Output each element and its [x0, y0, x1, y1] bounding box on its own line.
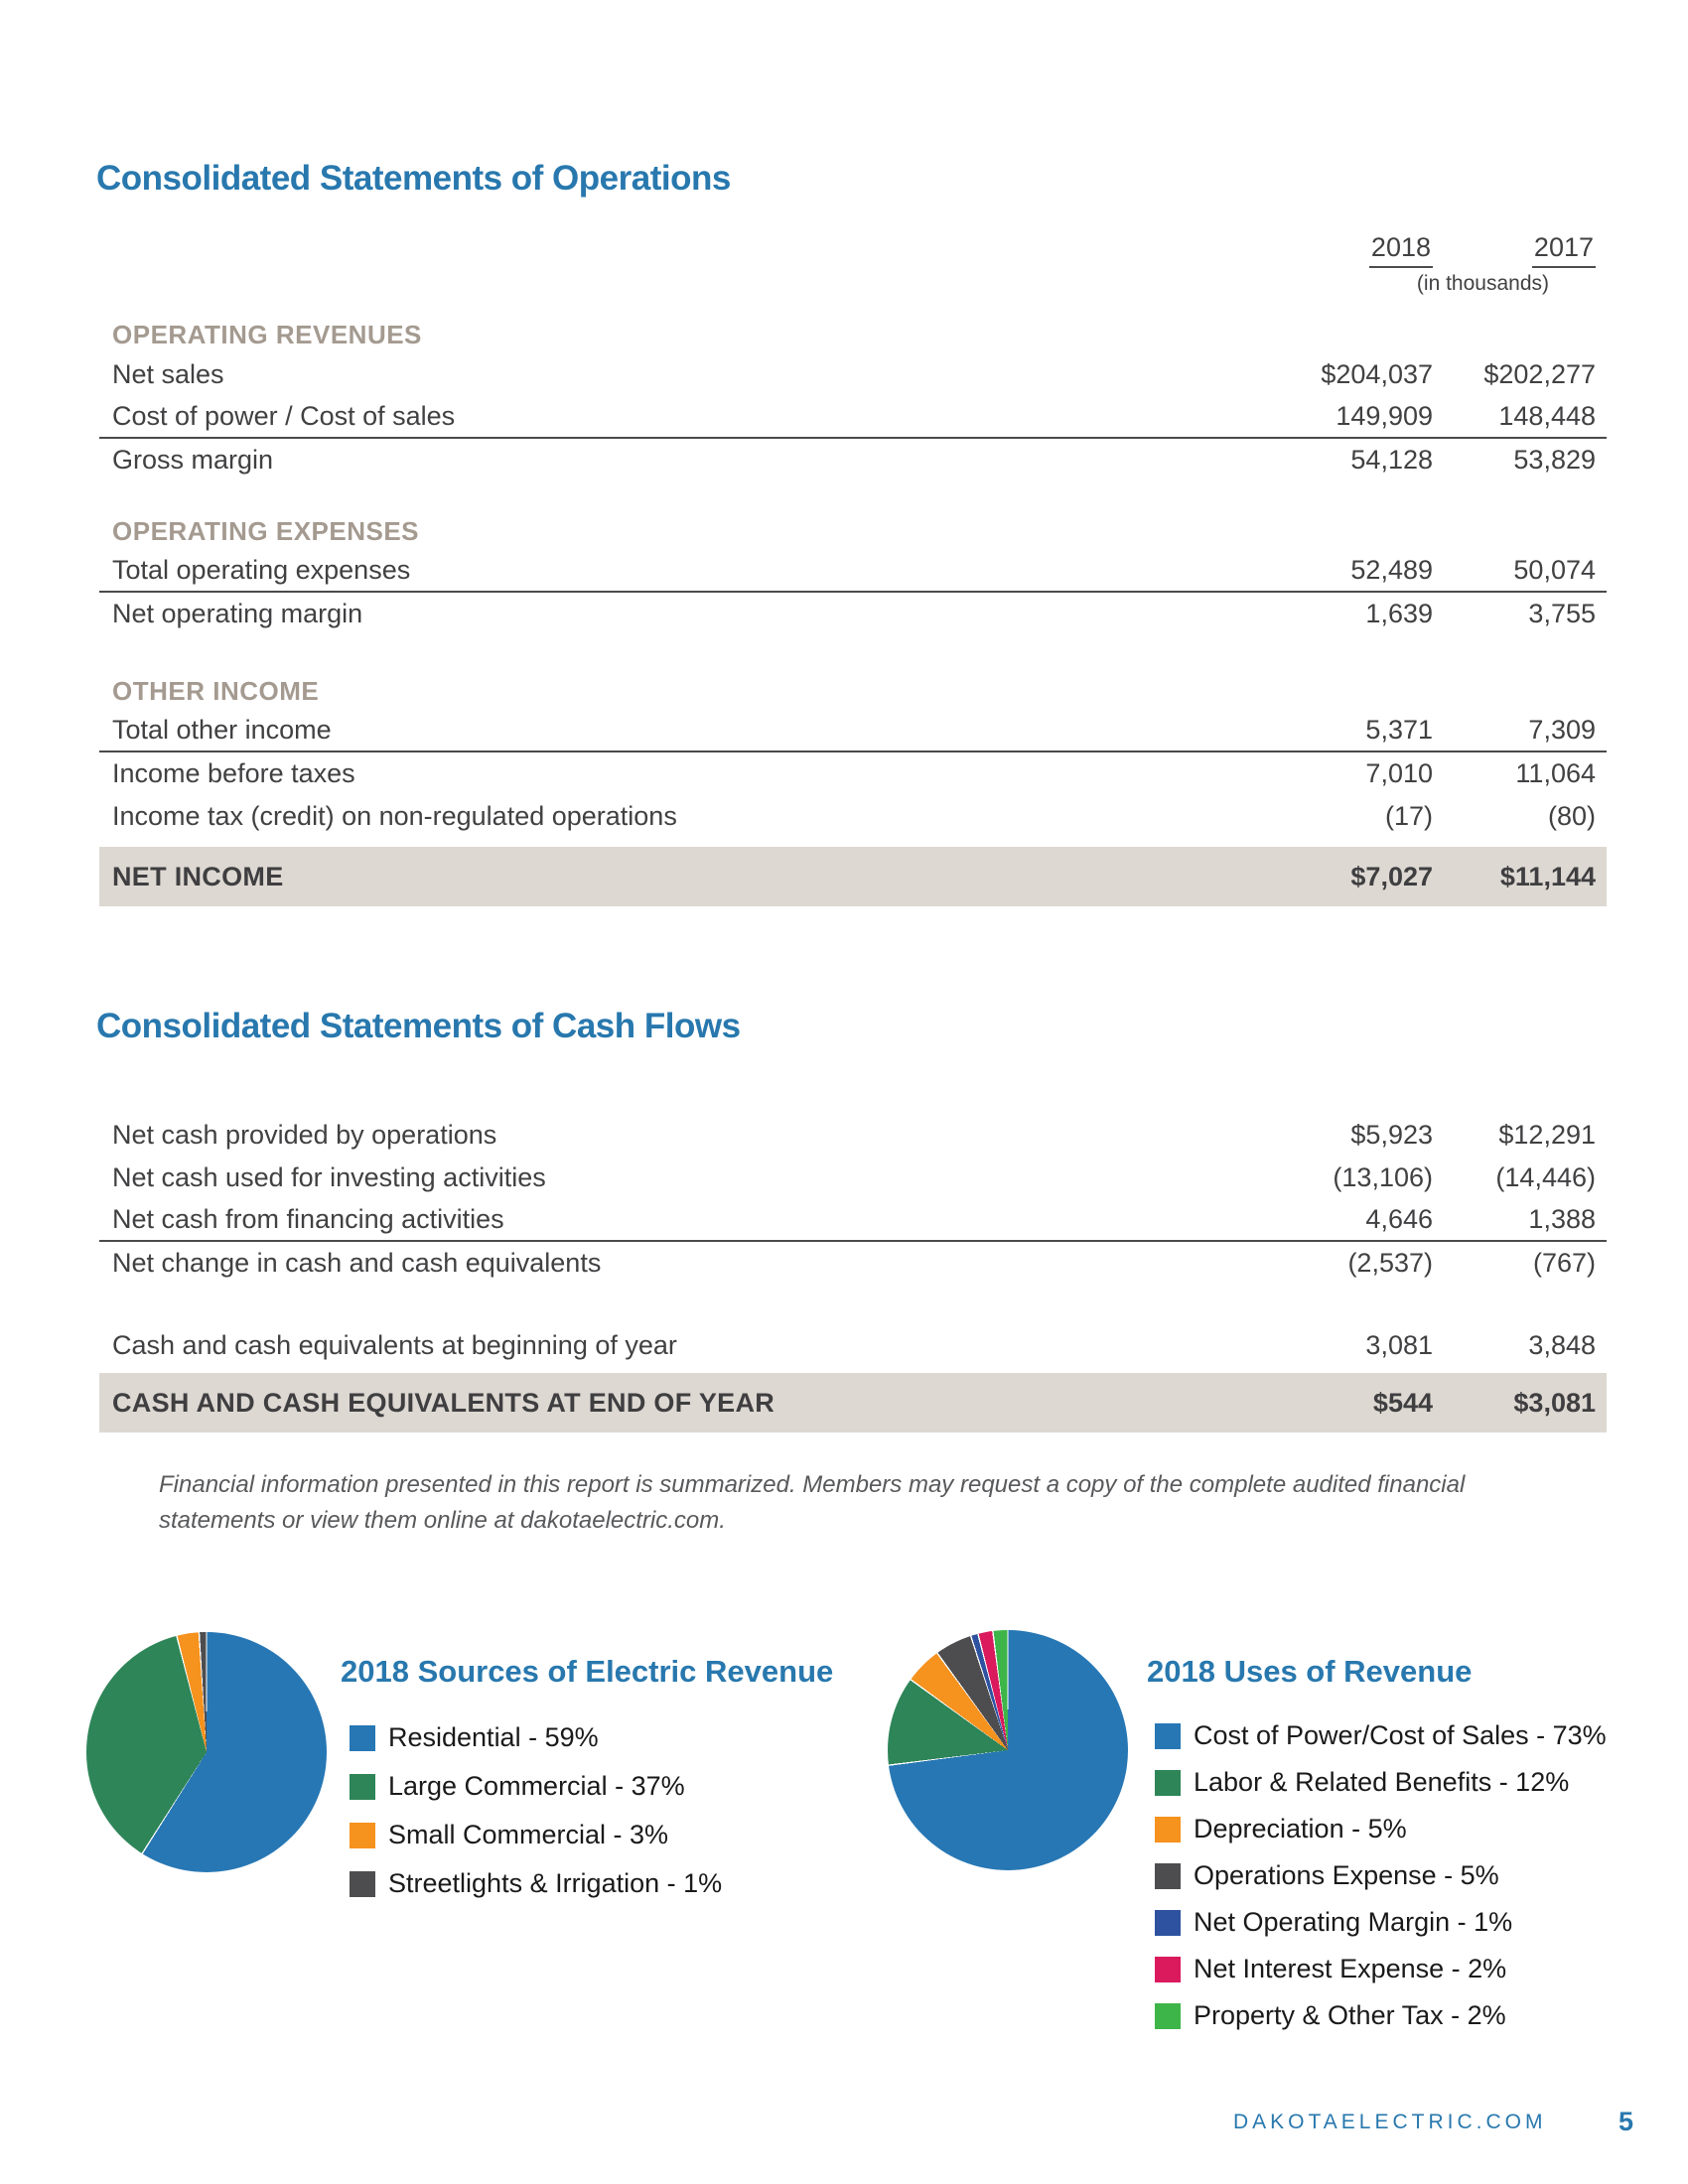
total-label: CASH AND CASH EQUIVALENTS AT END OF YEAR	[112, 1387, 775, 1418]
total-label: NET INCOME	[112, 861, 284, 891]
uses-chart-title: 2018 Uses of Revenue	[1147, 1654, 1473, 1689]
row-value-2017: 50,074	[1513, 555, 1596, 585]
row-value-2018: 54,128	[1350, 445, 1433, 475]
legend-swatch	[1155, 2003, 1181, 2029]
legend-swatch	[350, 1725, 375, 1751]
legend-label: Residential - 59%	[388, 1722, 599, 1752]
row-value-2017: 3,848	[1528, 1330, 1596, 1360]
uses-chart-legend	[1155, 1712, 1607, 2039]
row-label: Income before taxes	[112, 758, 355, 788]
legend-swatch	[350, 1774, 375, 1800]
row-label: Net sales	[112, 359, 224, 389]
row-value-2018: $5,923	[1350, 1120, 1433, 1150]
legend-swatch	[1155, 1957, 1181, 1982]
page-number: 5	[1618, 2107, 1634, 2136]
operations-rows	[99, 316, 1607, 838]
row-label: Gross margin	[112, 445, 274, 475]
year-column-2018: 2018	[1284, 232, 1433, 268]
row-label: Net cash from financing activities	[112, 1204, 504, 1234]
legend-label: Depreciation - 5%	[1194, 1814, 1407, 1843]
table-row	[99, 1157, 1607, 1199]
row-label: Total operating expenses	[112, 555, 411, 585]
units-note: (in thousands)	[1416, 272, 1549, 295]
operations-table	[99, 228, 1607, 906]
cash-flows-title: Consolidated Statements of Cash Flows	[96, 1007, 741, 1045]
row-value-2018: 5,371	[1365, 715, 1433, 745]
total-value-2018: $7,027	[1350, 861, 1433, 891]
row-value-2018: $204,037	[1321, 359, 1433, 389]
legend-item	[1155, 1852, 1607, 1899]
row-value-2017: 1,388	[1528, 1204, 1596, 1234]
row-value-2018: 7,010	[1365, 758, 1433, 788]
legend-item	[1155, 1712, 1607, 1759]
legend-item	[1155, 1899, 1607, 1946]
row-value-2018: 4,646	[1365, 1204, 1433, 1234]
legend-item	[1155, 1806, 1607, 1852]
legend-label: Streetlights & Irrigation - 1%	[388, 1868, 723, 1898]
year-column-2017: 2017	[1433, 232, 1596, 268]
legend-item	[350, 1762, 722, 1811]
row-label: Cost of power / Cost of sales	[112, 401, 456, 431]
table-row	[99, 1114, 1607, 1157]
cash-flows-table	[99, 1114, 1607, 1433]
row-value-2017: 148,448	[1498, 401, 1596, 431]
legend-swatch	[1155, 1863, 1181, 1889]
row-value-2018: (13,106)	[1333, 1162, 1433, 1192]
row-label: Net cash used for investing activities	[112, 1162, 546, 1192]
legend-label: Operations Expense - 5%	[1194, 1860, 1499, 1890]
table-row	[99, 353, 1607, 396]
row-value-2017: 53,829	[1513, 445, 1596, 475]
row-value-2018: 149,909	[1336, 401, 1433, 431]
table-row	[99, 1199, 1607, 1242]
legend-item	[350, 1811, 722, 1859]
row-label: Net operating margin	[112, 599, 363, 628]
section-header: OTHER INCOME	[112, 675, 320, 706]
legend-item	[1155, 1946, 1607, 1992]
legend-swatch	[1155, 1910, 1181, 1936]
legend-item	[350, 1859, 722, 1908]
row-value-2017: $202,277	[1483, 359, 1596, 389]
row-value-2017: 3,755	[1528, 599, 1596, 628]
row-label: Net change in cash and cash equivalents	[112, 1248, 602, 1278]
cash-end-of-year-row	[99, 1373, 1607, 1433]
row-value-2018: (17)	[1384, 801, 1433, 831]
table-row	[99, 593, 1607, 635]
sources-of-revenue-pie-chart	[86, 1632, 327, 1872]
row-value-2018: (2,537)	[1347, 1248, 1433, 1278]
sources-chart-legend	[350, 1713, 722, 1908]
table-row	[99, 752, 1607, 795]
row-label: Cash and cash equivalents at beginning of year	[112, 1330, 677, 1360]
row-label: Net cash provided by operations	[112, 1120, 497, 1150]
row-value-2017: 11,064	[1515, 758, 1596, 788]
row-value-2017: 7,309	[1528, 715, 1596, 745]
total-value-2017: $11,144	[1499, 861, 1596, 891]
legend-swatch	[1155, 1817, 1181, 1843]
legend-label: Net Interest Expense - 2%	[1194, 1954, 1507, 1983]
row-value-2017: (767)	[1532, 1248, 1596, 1278]
table-section	[99, 316, 1607, 481]
legend-swatch	[1155, 1723, 1181, 1749]
row-value-2017: (80)	[1547, 801, 1596, 831]
legend-label: Net Operating Margin - 1%	[1194, 1907, 1513, 1937]
legend-swatch	[350, 1823, 375, 1848]
row-value-2018: 52,489	[1350, 555, 1433, 585]
section-header: OPERATING EXPENSES	[112, 515, 420, 546]
row-value-2017: $12,291	[1498, 1120, 1596, 1150]
legend-label: Cost of Power/Cost of Sales - 73%	[1194, 1720, 1607, 1750]
table-section	[99, 512, 1607, 635]
table-section	[99, 672, 1607, 838]
legend-item	[350, 1713, 722, 1762]
legend-swatch	[350, 1871, 375, 1897]
total-value-2018: $544	[1372, 1387, 1433, 1418]
legend-label: Property & Other Tax - 2%	[1194, 2000, 1506, 2030]
legend-label: Small Commercial - 3%	[388, 1820, 669, 1849]
legend-swatch	[1155, 1770, 1181, 1796]
row-label: Income tax (credit) on non-regulated operations	[112, 801, 677, 831]
legend-item	[1155, 1992, 1607, 2039]
row-value-2018: 1,639	[1365, 599, 1433, 628]
summary-note: Financial information presented in this report is summarized. Members may request a copy of the complete audited financial statements or view them online at dakotaelectric.com.	[159, 1471, 1466, 1534]
legend-label: Large Commercial - 37%	[388, 1771, 685, 1801]
total-value-2017: $3,081	[1513, 1387, 1596, 1418]
table-row	[99, 550, 1607, 593]
footer-website: DAKOTAELECTRIC.COM	[1233, 2111, 1547, 2133]
row-value-2017: (14,446)	[1495, 1162, 1596, 1192]
uses-of-revenue-pie-chart	[888, 1630, 1128, 1870]
table-row	[99, 795, 1607, 838]
table-row	[99, 396, 1607, 439]
table-row	[99, 1324, 1607, 1367]
legend-label: Labor & Related Benefits - 12%	[1194, 1767, 1570, 1797]
net-income-row	[99, 847, 1607, 906]
row-value-2018: 3,081	[1365, 1330, 1433, 1360]
table-row	[99, 710, 1607, 752]
year-header-row	[99, 228, 1607, 268]
cash-flows-rows	[99, 1114, 1607, 1367]
row-label: Total other income	[112, 715, 332, 745]
sources-chart-title: 2018 Sources of Electric Revenue	[341, 1654, 834, 1689]
section-header: OPERATING REVENUES	[112, 319, 422, 349]
table-row	[99, 1242, 1607, 1285]
legend-item	[1155, 1759, 1607, 1806]
operations-title: Consolidated Statements of Operations	[96, 159, 731, 198]
table-row	[99, 439, 1607, 481]
